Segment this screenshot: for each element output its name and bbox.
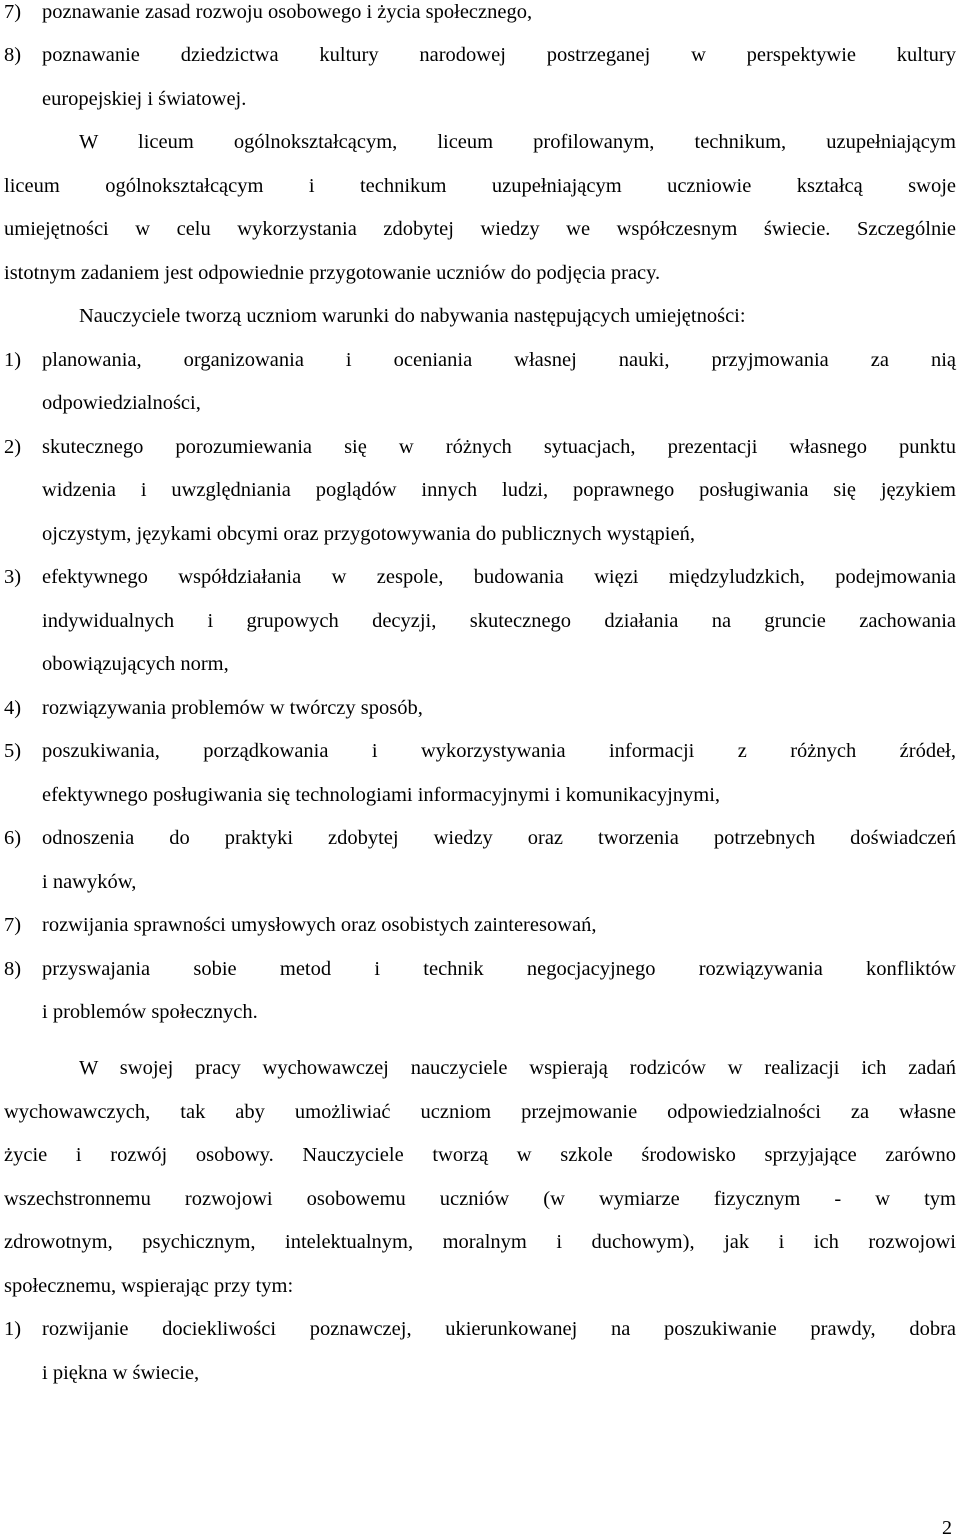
list-number: 4) [4, 697, 22, 719]
list-number: 2) [4, 436, 22, 458]
list-item-text: i piękna w świecie, [42, 1362, 200, 1384]
paragraph-line: liceum ogólnokształcącym i technikum uzupełniającym uczniowie kształcą swoje [4, 175, 956, 197]
paragraph-line: społecznemu, wspierając przy tym: [4, 1275, 294, 1297]
paragraph-line: W liceum ogólnokształcącym, liceum profilowanym, technikum, uzupełniającym [79, 131, 956, 153]
list-number: 8) [4, 958, 22, 980]
list-item-text: i problemów społecznych. [42, 1001, 258, 1023]
list-item-text: widzenia i uwzględniania poglądów innych ludzi, poprawnego posługiwania się językiem [42, 479, 956, 501]
list-number: 5) [4, 740, 22, 762]
list-item-text: poznawanie dziedzictwa kultury narodowej postrzeganej w perspektywie kultury [42, 44, 956, 66]
list-item-text: przyswajania sobie metod i technik negocjacyjnego rozwiązywania konfliktów [42, 958, 956, 980]
paragraph-line: wychowawczych, tak aby umożliwiać uczniom przejmowanie odpowiedzialności za własne [4, 1101, 956, 1123]
list-item-text: poszukiwania, porządkowania i wykorzystywania informacji z różnych źródeł, [42, 740, 956, 762]
list-item-text: rozwijania sprawności umysłowych oraz osobistych zainteresowań, [42, 914, 597, 936]
list-number: 8) [4, 44, 22, 66]
list-item-text: skutecznego porozumiewania się w różnych sytuacjach, prezentacji własnego punktu [42, 436, 956, 458]
paragraph-line: wszechstronnemu rozwojowi osobowemu uczniów (w wymiarze fizycznym - w tym [4, 1188, 956, 1210]
list-number: 1) [4, 349, 22, 371]
list-number: 1) [4, 1318, 22, 1340]
list-number: 3) [4, 566, 22, 588]
paragraph-line: umiejętności w celu wykorzystania zdobytej wiedzy we współczesnym świecie. Szczególnie [4, 218, 956, 240]
paragraph-line: W swojej pracy wychowawczej nauczyciele wspierają rodziców w realizacji ich zadań [79, 1057, 956, 1079]
paragraph-line: istotnym zadaniem jest odpowiednie przygotowanie uczniów do podjęcia pracy. [4, 262, 661, 284]
list-item-text: i nawyków, [42, 871, 137, 893]
list-item-text: odnoszenia do praktyki zdobytej wiedzy oraz tworzenia potrzebnych doświadczeń [42, 827, 956, 849]
list-number: 7) [4, 914, 22, 936]
list-number: 7) [4, 1, 22, 23]
list-item-text: efektywnego posługiwania się technologiami informacyjnymi i komunikacyjnymi, [42, 784, 721, 806]
page-number: 2 [942, 1517, 952, 1539]
list-item-text: odpowiedzialności, [42, 392, 201, 414]
list-item-text: planowania, organizowania i oceniania własnej nauki, przyjmowania za nią [42, 349, 956, 371]
paragraph-line: życie i rozwój osobowy. Nauczyciele tworzą w szkole środowisko sprzyjające zarówno [4, 1144, 956, 1166]
paragraph-line: Nauczyciele tworzą uczniom warunki do nabywania następujących umiejętności: [79, 305, 746, 327]
list-item-text: europejskiej i światowej. [42, 88, 247, 110]
paragraph-line: zdrowotnym, psychicznym, intelektualnym, moralnym i duchowym), jak i ich rozwojowi [4, 1231, 956, 1253]
list-item-text: obowiązujących norm, [42, 653, 229, 675]
list-item-text: indywidualnych i grupowych decyzji, skutecznego działania na gruncie zachowania [42, 610, 956, 632]
list-item-text: poznawanie zasad rozwoju osobowego i życia społecznego, [42, 1, 533, 23]
list-number: 6) [4, 827, 22, 849]
list-item-text: rozwijanie dociekliwości poznawczej, ukierunkowanej na poszukiwanie prawdy, dobra [42, 1318, 956, 1340]
list-item-text: rozwiązywania problemów w twórczy sposób, [42, 697, 423, 719]
list-item-text: efektywnego współdziałania w zespole, budowania więzi międzyludzkich, podejmowania [42, 566, 956, 588]
list-item-text: ojczystym, językami obcymi oraz przygotowywania do publicznych wystąpień, [42, 523, 695, 545]
